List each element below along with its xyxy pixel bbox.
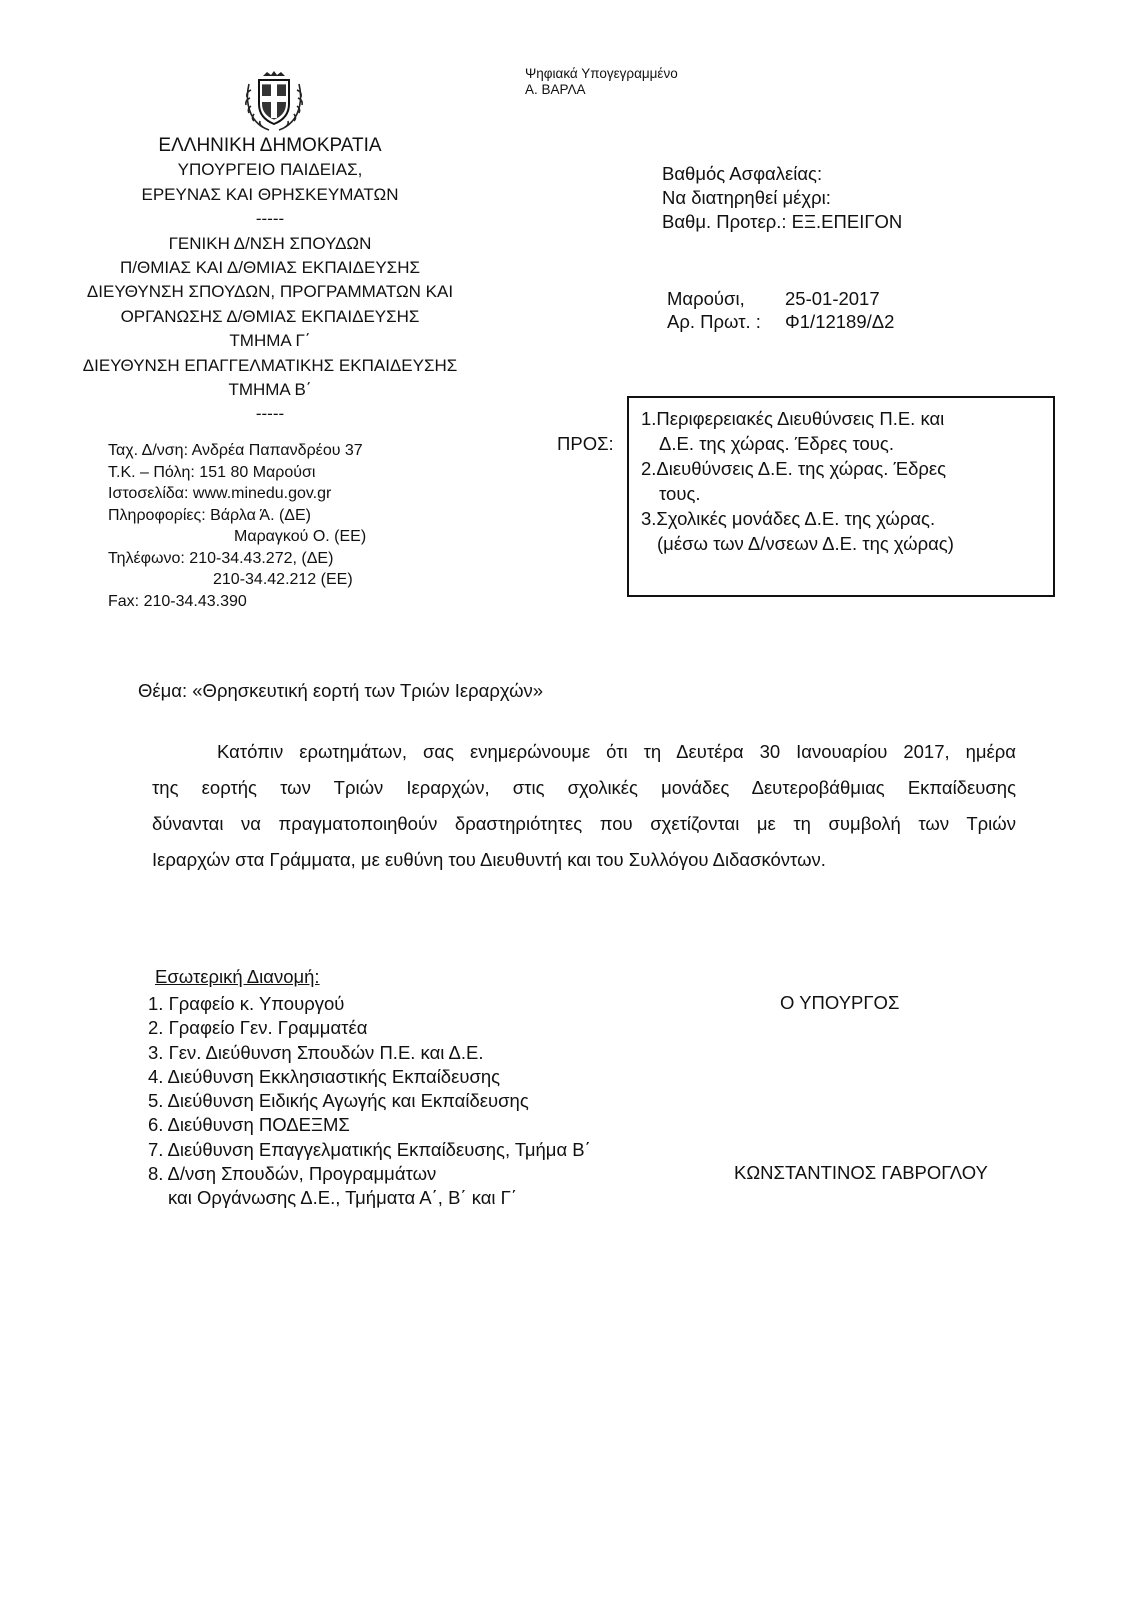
document-subject: Θέμα: «Θρησκευτική εορτή των Τριών Ιεραρχών»	[138, 680, 544, 701]
recipient-line: Δ.Ε. της χώρας. Έδρες τους.	[659, 433, 894, 454]
header-general-directorate-2: Π/ΘΜΙΑΣ ΚΑΙ Δ/ΘΜΙΑΣ ΕΚΠΑΙΔΕΥΣΗΣ	[120, 258, 420, 278]
header-ministry-line-1: ΥΠΟΥΡΓΕΙΟ ΠΑΙΔΕΙΑΣ,	[177, 160, 363, 180]
distribution-item: 5. Διεύθυνση Ειδικής Αγωγής και Εκπαίδευσης	[148, 1090, 529, 1112]
distribution-item: 3. Γεν. Διεύθυνση Σπουδών Π.Ε. και Δ.Ε.	[148, 1041, 484, 1063]
distribution-item: 4. Διεύθυνση Εκκλησιαστικής Εκπαίδευσης	[148, 1065, 501, 1087]
recipients-list	[641, 406, 954, 556]
header-department-b: ΤΜΗΜΑ Β΄	[228, 380, 312, 400]
header-directorate: ΔΙΕΥΘΥΝΣΗ ΣΠΟΥΔΩΝ, ΠΡΟΓΡΑΜΜΑΤΩΝ ΚΑΙ	[86, 282, 454, 302]
greek-coat-of-arms-icon	[241, 70, 307, 136]
recipients-label: ΠΡΟΣ:	[557, 433, 614, 454]
document-date: 25-01-2017	[785, 288, 880, 309]
body-line: της εορτής των Τριών Ιεραρχών, στις σχολικές μονάδες Δευτεροβάθμιας Εκπαίδευσης	[152, 777, 1016, 798]
header-general-directorate: ΓΕΝΙΚΗ Δ/ΝΣΗ ΣΠΟΥΔΩΝ	[168, 233, 372, 253]
distribution-item: 8. Δ/νση Σπουδών, Προγραμμάτων	[148, 1163, 437, 1185]
retain-until: Να διατηρηθεί μέχρι:	[662, 187, 831, 208]
priority-level: Βαθμ. Προτερ.: ΕΞ.ΕΠΕΙΓΟΝ	[662, 211, 903, 232]
distribution-item: 2. Γραφείο Γεν. Γραμματέα	[148, 1017, 368, 1039]
classification-block	[662, 162, 902, 234]
recipient-line: 3.Σχολικές μονάδες Δ.Ε. της χώρας.	[641, 508, 936, 529]
contact-details	[108, 440, 366, 612]
internal-distribution-list	[148, 992, 591, 1211]
information-contact: Πληροφορίες: Βάρλα Ά. (ΔΕ)	[108, 506, 311, 524]
signature-note-line: Α. ΒΑΡΛΑ	[525, 82, 586, 97]
recipient-line: τους.	[659, 483, 701, 504]
security-level: Βαθμός Ασφαλείας:	[662, 163, 823, 184]
minister-title: Ο ΥΠΟΥΡΓΟΣ	[780, 992, 900, 1013]
protocol-number: Φ1/12189/Δ2	[785, 311, 895, 332]
digital-signature-note	[525, 66, 678, 98]
internal-distribution-title: Εσωτερική Διανομή:	[155, 966, 320, 987]
recipient-line: 1.Περιφερειακές Διευθύνσεις Π.Ε. και	[641, 408, 945, 429]
distribution-item-continuation: και Οργάνωσης Δ.Ε., Τμήματα Α΄, Β΄ και Γ΄	[168, 1187, 518, 1209]
website: Ιστοσελίδα: www.minedu.gov.gr	[108, 485, 332, 502]
protocol-label: Αρ. Πρωτ. :	[667, 311, 761, 332]
signature-note-line: Ψηφιακά Υπογεγραμμένο	[525, 66, 678, 81]
postal-code-city: Τ.Κ. – Πόλη: 151 80 Μαρούσι	[108, 463, 316, 481]
information-contact-2: Μαραγκού Ο. (ΕΕ)	[234, 528, 367, 545]
phone-number-2: 210-34.42.212 (ΕΕ)	[213, 571, 353, 588]
distribution-item: 6. Διεύθυνση ΠΟΔΕΞΜΣ	[148, 1114, 350, 1136]
header-directorate-2: ΟΡΓΑΝΩΣΗΣ Δ/ΘΜΙΑΣ ΕΚΠΑΙΔΕΥΣΗΣ	[120, 306, 420, 326]
issuing-authority-header	[50, 134, 490, 427]
header-vocational-directorate: ΔΙΕΥΘΥΝΣΗ ΕΠΑΓΓΕΛΜΑΤΙΚΗΣ ΕΚΠΑΙΔΕΥΣΗΣ	[82, 355, 458, 375]
minister-name: ΚΩΝΣΤΑΝΤΙΝΟΣ ΓΑΒΡΟΓΛΟΥ	[734, 1162, 988, 1183]
body-line: Ιεραρχών στα Γράμματα, με ευθύνη του Διευθυντή και του Συλλόγου Διδασκόντων.	[152, 849, 826, 870]
header-country: ΕΛΛΗΝΙΚΗ ΔΗΜΟΚΡΑΤΙΑ	[158, 135, 382, 156]
body-paragraph	[152, 734, 1016, 878]
recipient-line: 2.Διευθύνσεις Δ.Ε. της χώρας. Έδρες	[641, 458, 947, 479]
date-protocol-block	[667, 287, 894, 333]
recipient-line: (μέσω των Δ/νσεων Δ.Ε. της χώρας)	[657, 533, 954, 554]
body-line: Κατόπιν ερωτημάτων, σας ενημερώνουμε ότι τη Δευτέρα 30 Ιανουαρίου 2017, ημέρα	[217, 741, 1016, 762]
header-separator-2: -----	[255, 404, 285, 424]
header-separator: -----	[255, 209, 285, 229]
place-label: Μαρούσι,	[667, 288, 745, 309]
fax-number: Fax: 210-34.43.390	[108, 592, 247, 610]
distribution-item: 1. Γραφείο κ. Υπουργού	[148, 993, 345, 1014]
header-department-c: ΤΜΗΜΑ Γ΄	[229, 331, 311, 351]
distribution-item: 7. Διεύθυνση Επαγγελματικής Εκπαίδευσης, Τμήμα Β΄	[148, 1138, 591, 1160]
phone-number: Τηλέφωνο: 210-34.43.272, (ΔΕ)	[108, 549, 334, 567]
postal-address: Ταχ. Δ/νση: Ανδρέα Παπανδρέου 37	[108, 442, 363, 459]
body-line: δύνανται να πραγματοποιηθούν δραστηριότητες που σχετίζονται με τη συμβολή των Τριών	[152, 813, 1016, 834]
header-ministry-line-2: ΕΡΕΥΝΑΣ ΚΑΙ ΘΡΗΣΚΕΥΜΑΤΩΝ	[141, 184, 399, 204]
